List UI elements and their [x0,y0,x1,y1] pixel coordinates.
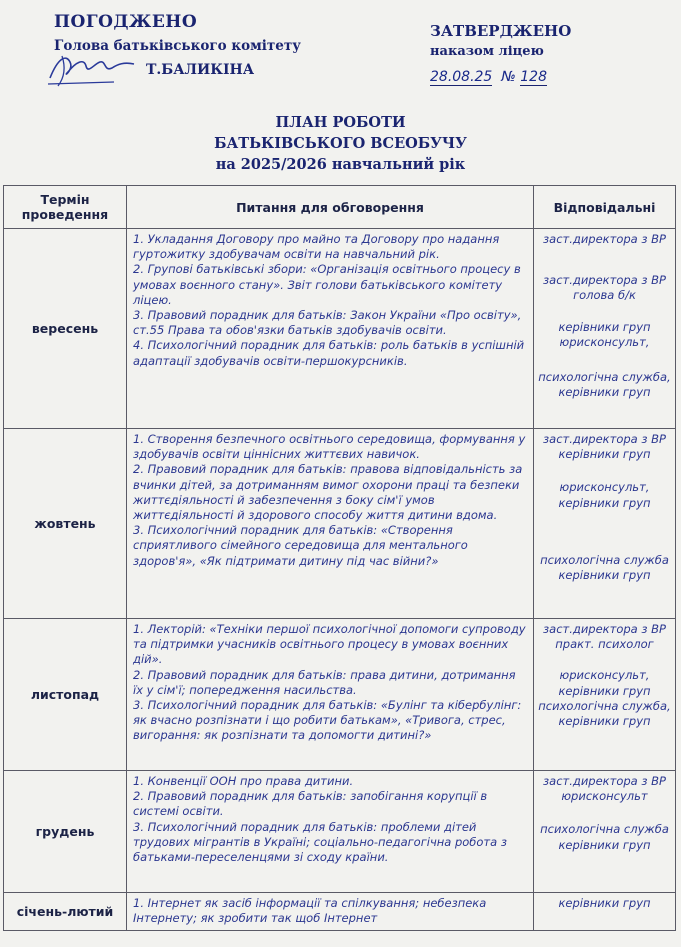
table-row [4,429,676,619]
row-topics [127,229,534,429]
title-line-3: на 2025/2026 навчальний рік [215,156,466,173]
topic-item: 2. Групові батьківські збори: «Організація освітнього процесу в умовах воєнного стану». Звіт голови батьківського комітету ліцею. [133,262,521,307]
header-term: Термін проведення [4,186,127,229]
row-responsible [534,429,676,619]
responsible-item: психологічна служба, керівники груп [538,370,671,400]
topic-item: 4. Психологічний порадник для батьків: роль батьків в успішній адаптації здобувачів освіти-першокурсників. [133,338,525,368]
responsible-item: психологічна служба, керівники груп [538,698,671,729]
topic-item: 3. Правовий порадник для батьків: Закон України «Про освіту», ст.55 Права та обов'язки батьків здобувачів освіти. [133,308,522,338]
row-topics [127,893,534,931]
responsible-item: заст.директора з ВР практ. психолог [543,622,666,652]
table-header-row [4,186,676,229]
row-term: жовтень [4,429,127,619]
responsible-item: юрисконсульт, керівники груп [558,668,651,698]
document-title [0,112,681,175]
committee-head-name: Т.БАЛИКІНА [146,62,255,78]
row-term: вересень [4,229,127,429]
table-row [4,229,676,429]
topic-item: 2. Правовий порадник для батьків: правова відповідальність за вчинки дітей, за дотриманням вимог охорони праці та безпеки життєдіяльності й забезпечення з боку сім'ї умов життєдіяльності й здорового способу життя дитини вдома. [133,462,523,523]
header-responsible: Відповідальні [534,186,676,229]
signature-row [54,60,301,82]
topic-item: 1. Конвенції ООН про права дитини. [133,774,354,788]
topic-item: 3. Психологічний порадник для батьків: проблеми дітей трудових мігрантів в Україні; соціально-педагогічна робота з батьками-переселенцями зі сходу країни. [133,819,507,865]
approval-block-left [54,12,301,82]
row-responsible [534,771,676,893]
order-date: 28.08.25 [430,69,493,85]
responsible-item: керівники груп юрисконсульт, [558,319,651,349]
order-number-label: № [501,69,516,85]
topic-item: 1. Укладання Договору про майно та Договору про надання гуртожитку здобувачам освіти на навчальний рік. [133,232,500,262]
row-responsible [534,229,676,429]
row-responsible [534,893,676,931]
topic-item: 2. Правовий порадник для батьків: запобігання корупції в системі освіти. [133,789,488,819]
table-row [4,619,676,771]
work-plan-table [3,185,676,931]
responsible-item: юрисконсульт, керівники груп [558,480,651,510]
topic-item: 2. Правовий порадник для батьків: права дитини, дотримання їх у сім'ї; попередження насильства. [133,667,516,697]
row-term: січень-лютий [4,893,127,931]
row-responsible [534,619,676,771]
title-line-1: ПЛАН РОБОТИ [275,114,406,131]
responsible-item: психологічна служба керівники груп [540,552,669,583]
responsible-item: заст.директора з ВР голова б/к [543,273,666,303]
row-topics [127,429,534,619]
committee-head-role: Голова батьківського комітету [54,38,301,54]
table-row [4,771,676,893]
topic-item: 1. Інтернет як засіб інформації та спілкування; небезпека Інтернету; як зробити так щоб Інтернет [133,896,487,926]
header-topics: Питання для обговорення [127,186,534,229]
approved-label: ЗАТВЕРДЖЕНО [430,22,572,40]
responsible-item: заст.директора з ВР [543,232,666,246]
handwritten-signature-icon [44,48,139,90]
title-line-2: БАТЬКІВСЬКОГО ВСЕОБУЧУ [214,135,467,152]
topic-item: 1. Лекторій: «Техніки першої психологічної допомоги супроводу та підтримки учасників освітнього процесу в умовах воєнних дій». [133,622,526,667]
row-topics [127,619,534,771]
table-row [4,893,676,931]
responsible-item: заст.директора з ВР юрисконсульт [543,774,666,804]
topic-item: 3. Психологічний порадник для батьків: «Булінг та кібербулінг: як вчасно розпізнати і що робити батькам», «Тривога, стрес, вигорання: як розпізнати та допомогти дитині?» [133,698,522,743]
topic-item: 3. Психологічний порадник для батьків: «Створення сприятливого сімейного середовища для ментального здоров'я», «Як підтримати дитину під час війни?» [133,523,468,568]
row-topics [127,771,534,893]
order-label: наказом ліцею [430,44,544,59]
order-number: 128 [520,69,547,85]
order-date-number [430,69,571,85]
topic-item: 1. Створення безпечного освітнього середовища, формування у здобувачів освіти ціннісних життєвих навичок. [133,432,526,462]
responsible-item: керівники груп [558,896,651,910]
responsible-item: заст.директора з ВР керівники груп [543,432,666,462]
row-term: листопад [4,619,127,771]
approval-block-right [430,22,571,85]
row-term: грудень [4,771,127,893]
responsible-item: психологічна служба керівники груп [540,822,669,852]
agreed-label: ПОГОДЖЕНО [54,12,198,32]
